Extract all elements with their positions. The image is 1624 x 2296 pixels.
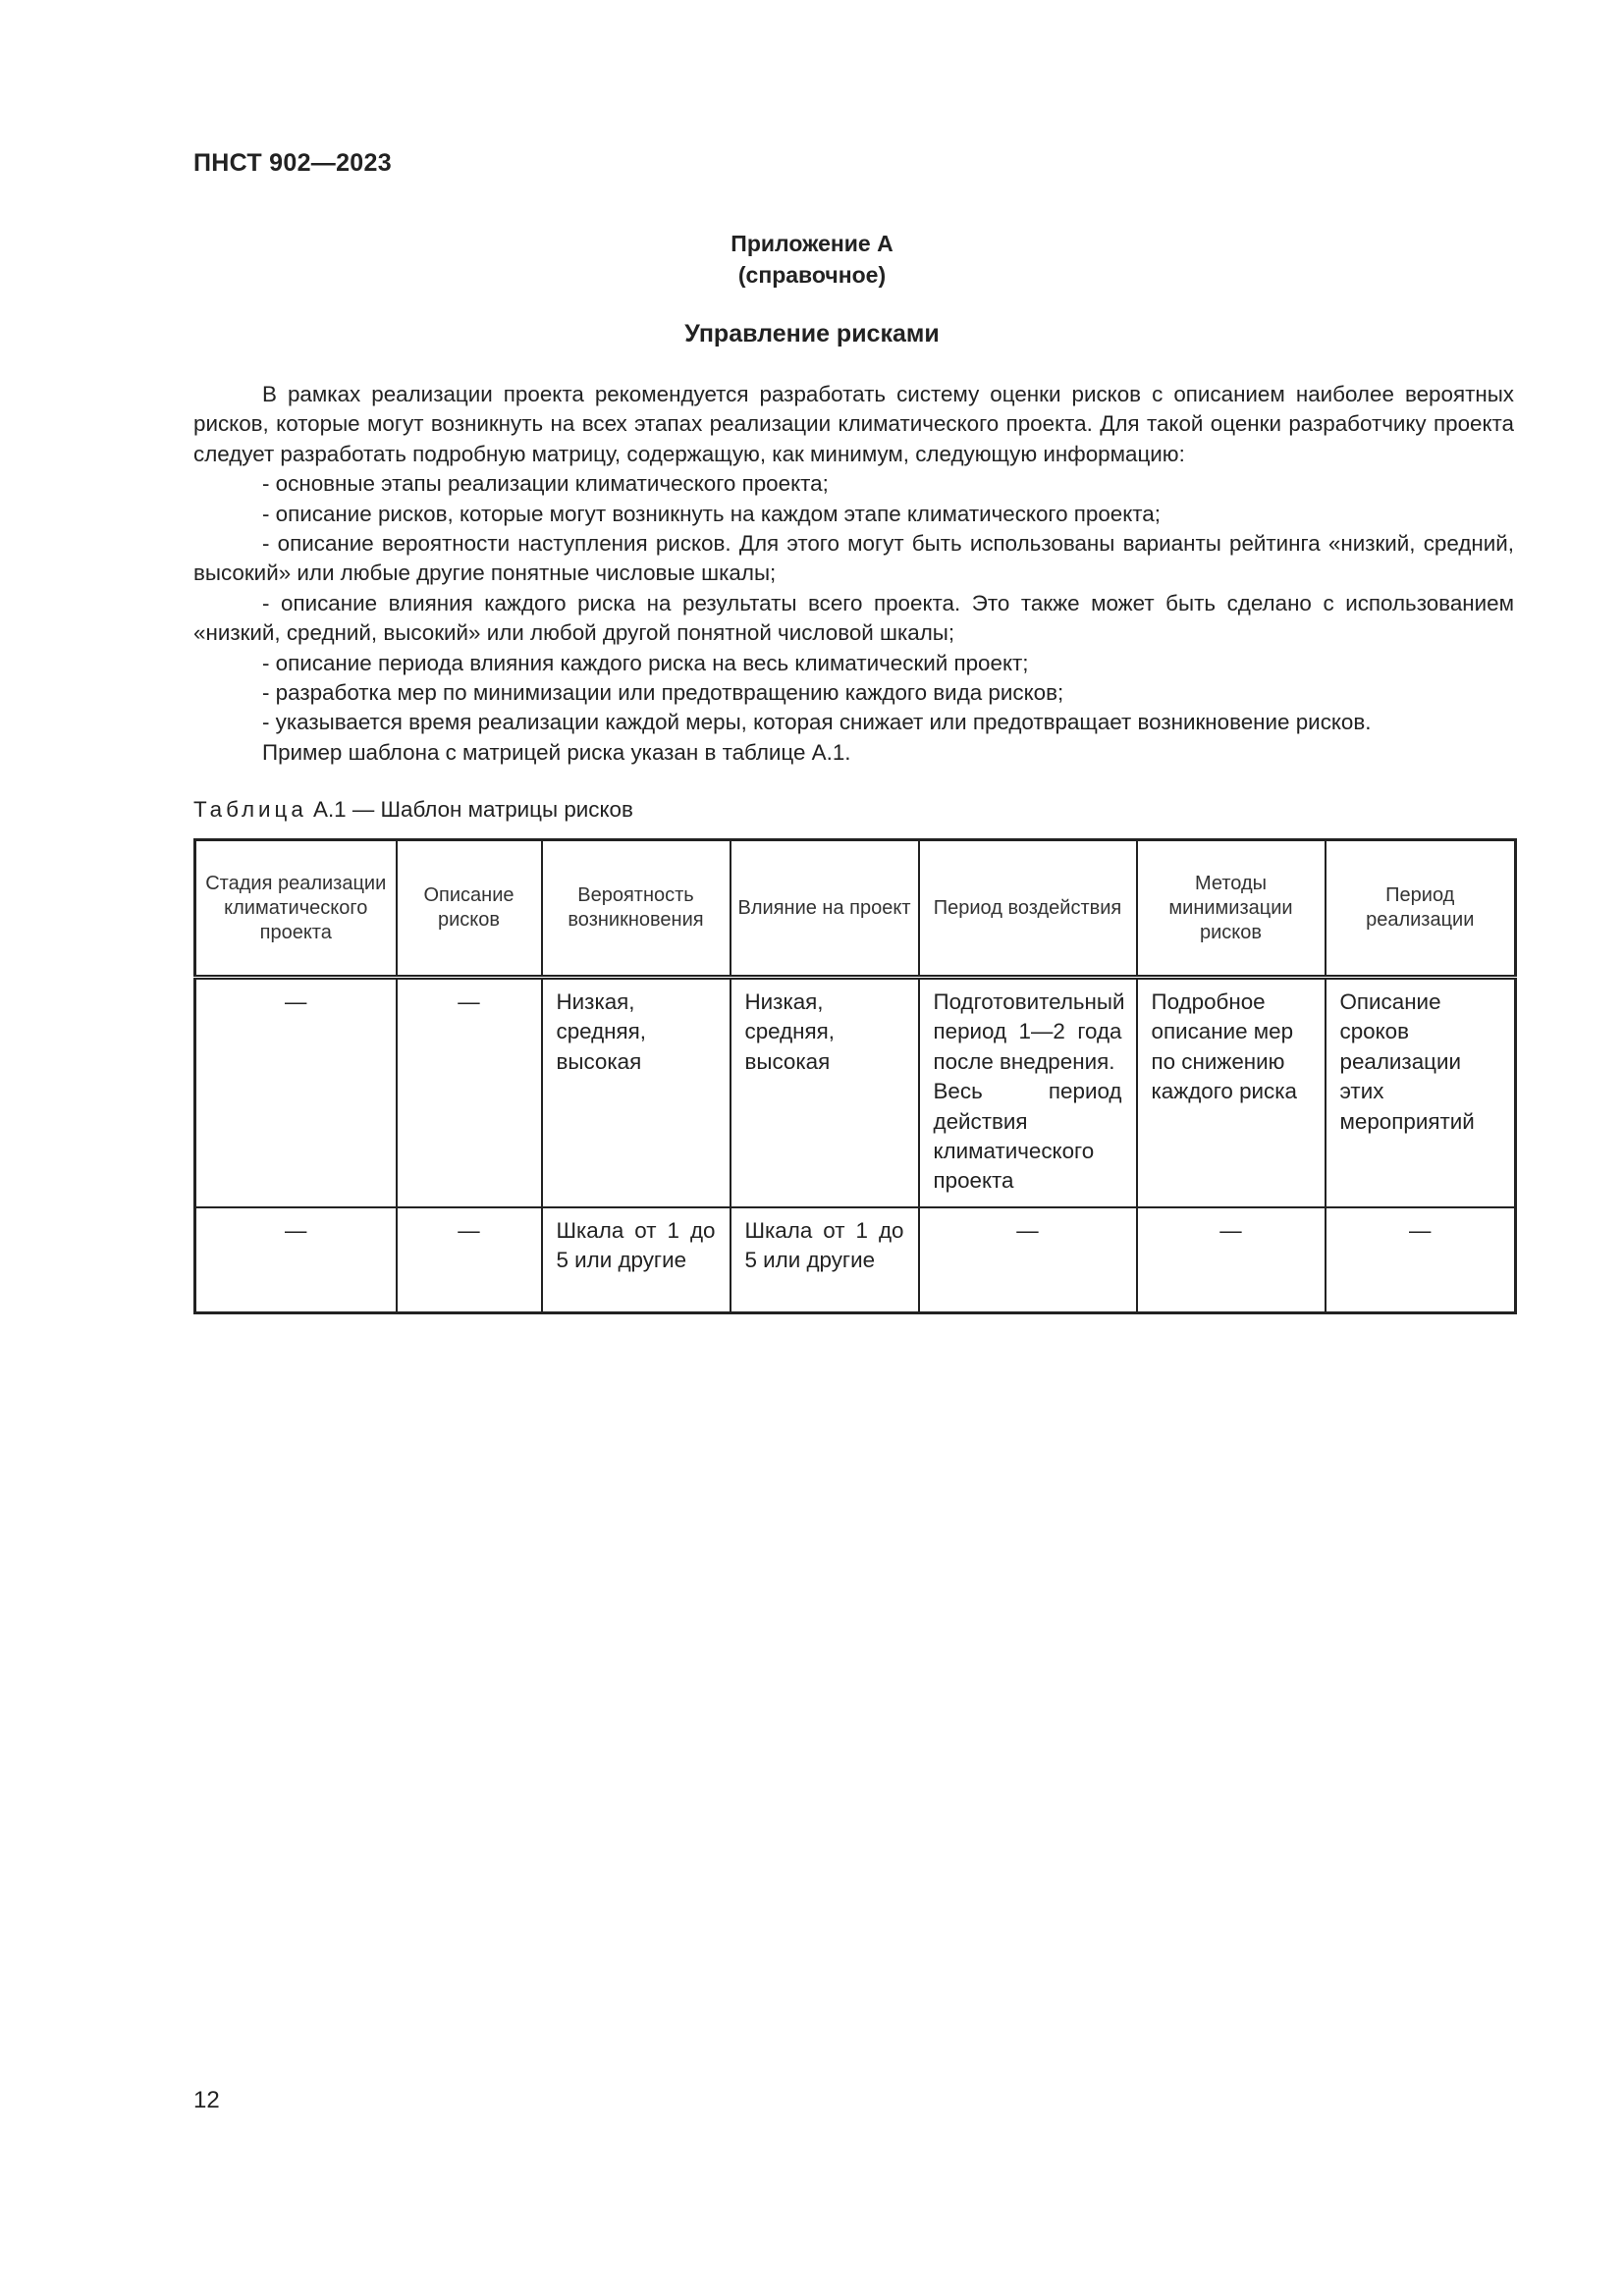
header-exposure-period: Период воздействия bbox=[919, 840, 1137, 978]
list-item: - разработка мер по минимизации или предотвращению каждого вида рисков; bbox=[262, 680, 1064, 706]
cell-exposure-period: — bbox=[919, 1207, 1137, 1313]
cell-description: — bbox=[397, 978, 542, 1207]
requirements-list bbox=[193, 469, 1514, 738]
header-implementation-period: Период реализации bbox=[1326, 840, 1516, 978]
standard-code: ПНСТ 902—2023 bbox=[193, 149, 392, 177]
cell-probability: Шкала от 1 до 5 или другие bbox=[542, 1207, 731, 1313]
closing-paragraph: Пример шаблона с матрицей риска указан в таблице А.1. bbox=[262, 739, 851, 765]
cell-stage: — bbox=[195, 1207, 397, 1313]
appendix-status: (справочное) bbox=[737, 262, 887, 288]
body-text bbox=[193, 380, 1514, 768]
appendix-heading bbox=[0, 228, 1624, 291]
intro-paragraph: В рамках реализации проекта рекомендуется разработать систему оценки рисков с описанием наиболее вероятных рисков, которые могут возникнуть на всех этапах реализации климатического проекта. Для такой оценки разработчику проекта следует разработать подробную матрицу, содержащую, как минимум, следующую информацию: bbox=[193, 382, 1514, 466]
header-impact: Влияние на проект bbox=[731, 840, 919, 978]
cell-implementation: — bbox=[1326, 1207, 1516, 1313]
list-item: - основные этапы реализации климатического проекта; bbox=[262, 471, 829, 497]
list-item: - описание вероятности наступления рисков. Для этого могут быть использованы варианты рейтинга «низкий, средний, высокий» или любые другие понятные числовые шкалы; bbox=[193, 531, 1514, 586]
table-header-row bbox=[195, 840, 1516, 978]
table-row bbox=[195, 978, 1516, 1207]
section-title: Управление рисками bbox=[684, 320, 940, 347]
list-item: - описание рисков, которые могут возникнуть на каждом этапе климатического проекта; bbox=[262, 501, 1161, 526]
cell-impact: Шкала от 1 до 5 или другие bbox=[731, 1207, 919, 1313]
risk-matrix-table bbox=[193, 838, 1517, 1314]
cell-probability: Низкая, средняя, высокая bbox=[542, 978, 731, 1207]
cell-implementation: Описание сроков реализации этих мероприятий bbox=[1326, 978, 1516, 1207]
page-number: 12 bbox=[193, 2087, 220, 2113]
list-item: - описание периода влияния каждого риска на весь климатический проект; bbox=[262, 650, 1029, 675]
cell-mitigation: — bbox=[1137, 1207, 1326, 1313]
cell-mitigation: Подробное описание мер по снижению каждого риска bbox=[1137, 978, 1326, 1207]
header-stage: Стадия реализации климатического проекта bbox=[195, 840, 397, 978]
exposure-preparatory: Подготовительный период 1—2 года после внедрения. bbox=[933, 989, 1125, 1074]
cell-exposure-period bbox=[919, 978, 1137, 1207]
table-caption-text: А.1 — Шаблон матрицы рисков bbox=[313, 797, 633, 822]
appendix-title: Приложение А bbox=[731, 231, 893, 256]
header-mitigation: Методы минимизации рисков bbox=[1137, 840, 1326, 978]
table-caption-label: Таблица bbox=[193, 797, 307, 822]
table-row bbox=[195, 1207, 1516, 1313]
header-probability: Вероятность возникновения bbox=[542, 840, 731, 978]
cell-impact: Низкая, средняя, высокая bbox=[731, 978, 919, 1207]
cell-stage: — bbox=[195, 978, 397, 1207]
list-item: - описание влияния каждого риска на результаты всего проекта. Это также может быть сделано с использованием «низкий, средний, высокий» или любой другой понятной числовой шкалы; bbox=[193, 590, 1514, 646]
list-item: - указывается время реализации каждой меры, которая снижает или предотвращает возникновение рисков. bbox=[262, 710, 1372, 735]
table-caption bbox=[193, 797, 633, 823]
exposure-full: Весь период действия климатического проекта bbox=[933, 1079, 1122, 1194]
header-description: Описание рисков bbox=[397, 840, 542, 978]
cell-description: — bbox=[397, 1207, 542, 1313]
